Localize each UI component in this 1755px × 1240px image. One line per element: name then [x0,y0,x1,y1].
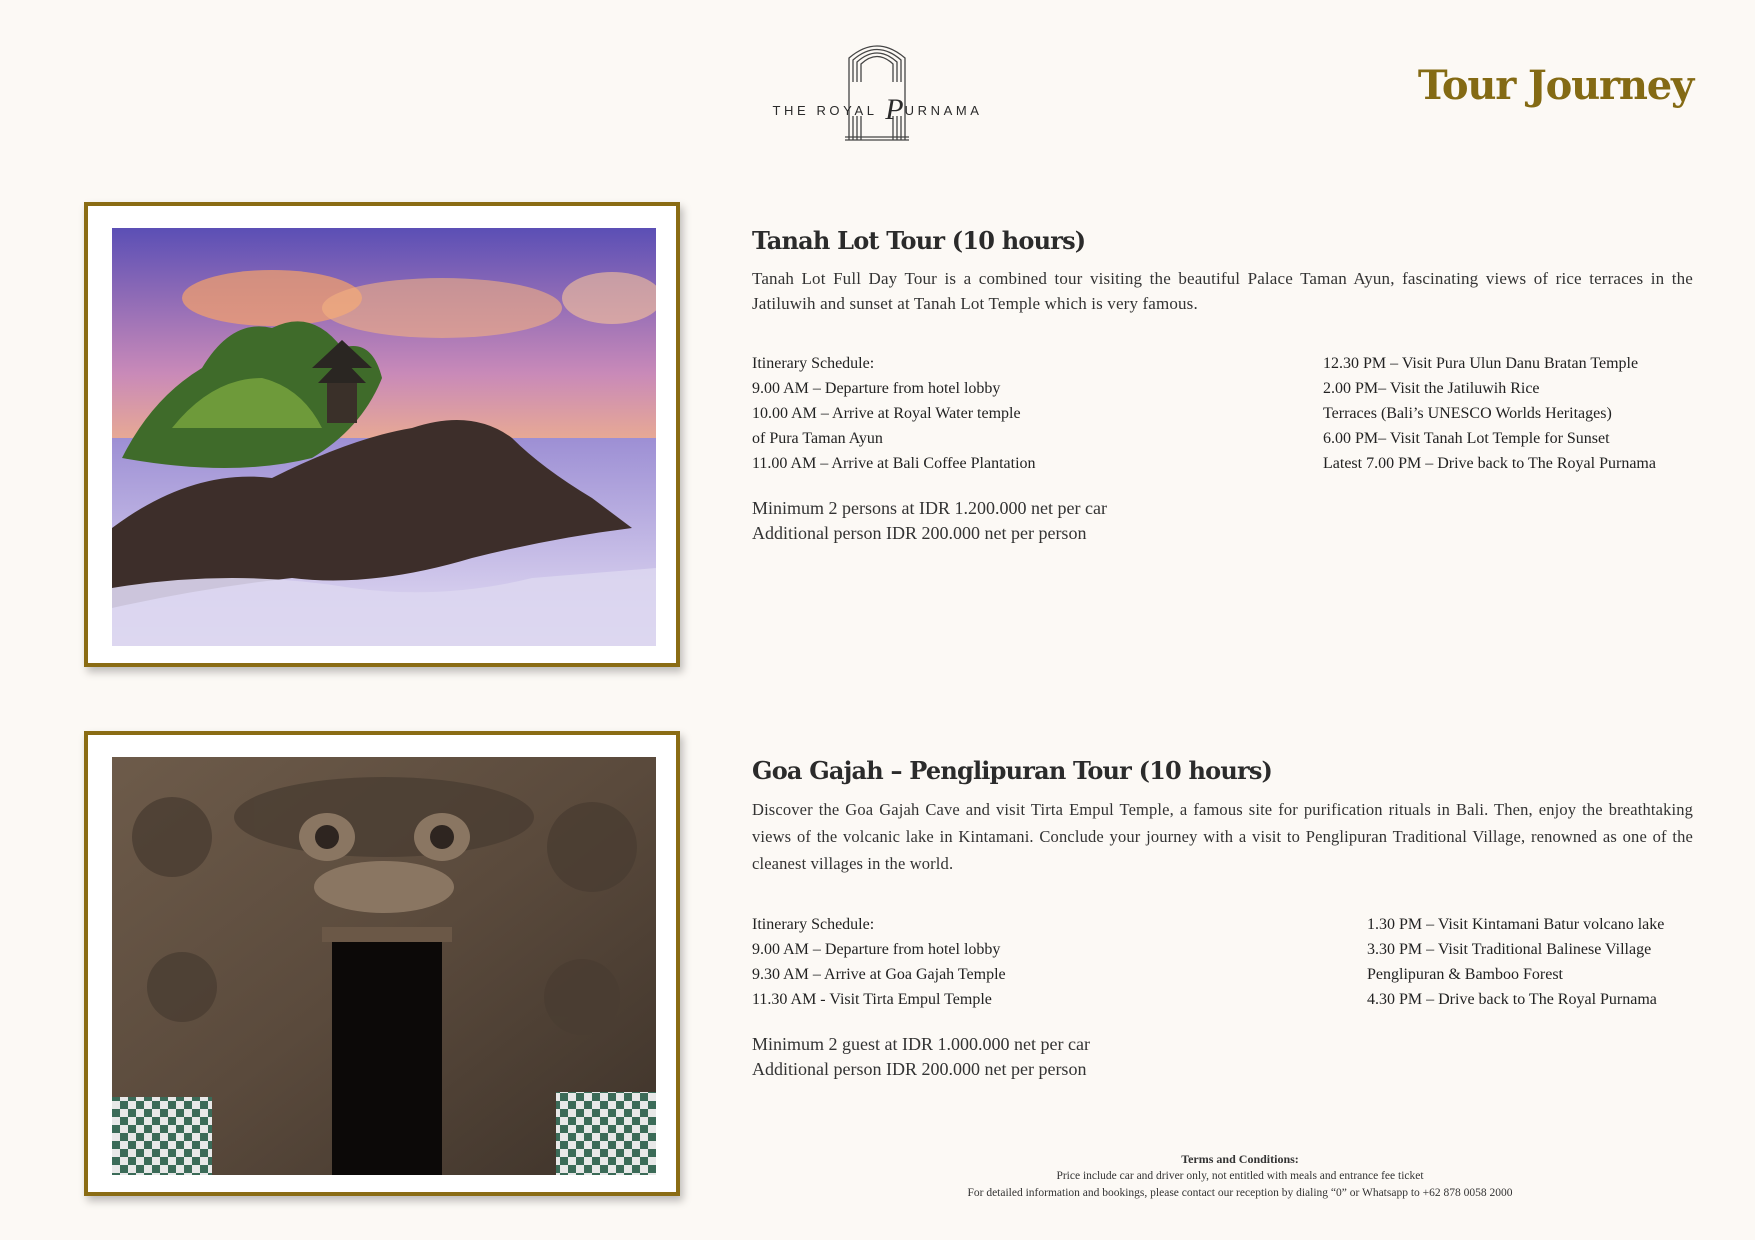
tanah-lot-photo [112,228,656,646]
schedule-item: Latest 7.00 PM – Drive back to The Royal Purnama [1323,455,1656,472]
schedule-item: 1.30 PM – Visit Kintamani Batur volcano lake [1367,916,1665,933]
schedule-item: 12.30 PM – Visit Pura Ulun Danu Bratan Temple [1323,355,1639,372]
schedule-item: 9.00 AM – Departure from hotel lobby [752,941,1001,958]
tour-title: Goa Gajah – Penglipuran Tour (10 hours) [752,756,1273,785]
logo-wordmark: THE ROYAL PURNAMA [772,93,983,126]
itinerary-schedule-left [752,912,1006,1012]
schedule-item: 9.00 AM – Departure from hotel lobby [752,380,1001,397]
schedule-item: Penglipuran & Bamboo Forest [1367,966,1563,983]
terms-line: Price include car and driver only, not entitled with meals and entrance fee ticket [1056,1170,1424,1182]
brand-logo [760,36,995,142]
schedule-item: 3.30 PM – Visit Traditional Balinese Village [1367,941,1652,958]
schedule-item: Terraces (Bali’s UNESCO Worlds Heritages) [1323,405,1612,422]
tour-title: Tanah Lot Tour (10 hours) [752,226,1086,255]
itinerary-schedule-left [752,351,1036,476]
tour-price [752,1032,1090,1082]
schedule-item: 2.00 PM– Visit the Jatiluwih Rice [1323,380,1540,397]
itinerary-schedule-right [1367,912,1664,1012]
goa-gajah-photo-frame [84,731,680,1196]
goa-gajah-photo [112,757,656,1175]
price-line: Additional person IDR 200.000 net per person [752,1059,1087,1079]
terms-title: Terms and Conditions: [1181,1152,1299,1166]
price-line: Minimum 2 persons at IDR 1.200.000 net per car [752,498,1107,518]
tour-price [752,496,1107,546]
schedule-item: 4.30 PM – Drive back to The Royal Purnama [1367,991,1657,1008]
price-line: Minimum 2 guest at IDR 1.000.000 net per car [752,1034,1090,1054]
schedule-item: Itinerary Schedule: [752,916,875,933]
schedule-item: of Pura Taman Ayun [752,430,883,447]
terms-and-conditions [800,1151,1680,1202]
terms-line: For detailed information and bookings, please contact our reception by dialing “0” or Whatsapp to +62 878 0058 2000 [967,1187,1513,1199]
tour-description: Tanah Lot Full Day Tour is a combined tour visiting the beautiful Palace Taman Ayun, fascinating views of rice terraces in the Jatiluwih and sunset at Tanah Lot Temple which is very famous. [752,269,1693,313]
itinerary-schedule-right [1323,351,1656,476]
tanah-lot-photo-frame [84,202,680,667]
schedule-item: 11.00 AM – Arrive at Bali Coffee Plantation [752,455,1036,472]
schedule-item: 11.30 AM - Visit Tirta Empul Temple [752,991,992,1008]
schedule-item: 10.00 AM – Arrive at Royal Water temple [752,405,1021,422]
schedule-item: 6.00 PM– Visit Tanah Lot Temple for Sunset [1323,430,1610,447]
page-title: Tour Journey [1417,62,1693,109]
price-line: Additional person IDR 200.000 net per person [752,523,1087,543]
schedule-item: 9.30 AM – Arrive at Goa Gajah Temple [752,966,1006,983]
schedule-item: Itinerary Schedule: [752,355,875,372]
tour-description: Discover the Goa Gajah Cave and visit Tirta Empul Temple, a famous site for purification rituals in Bali. Then, enjoy the breathtaking views of the volcanic lake in Kintamani. Conclude your journey with a visit to Penglipuran Traditional Village, renowned as one of the cleanest villages in the world. [752,800,1693,873]
